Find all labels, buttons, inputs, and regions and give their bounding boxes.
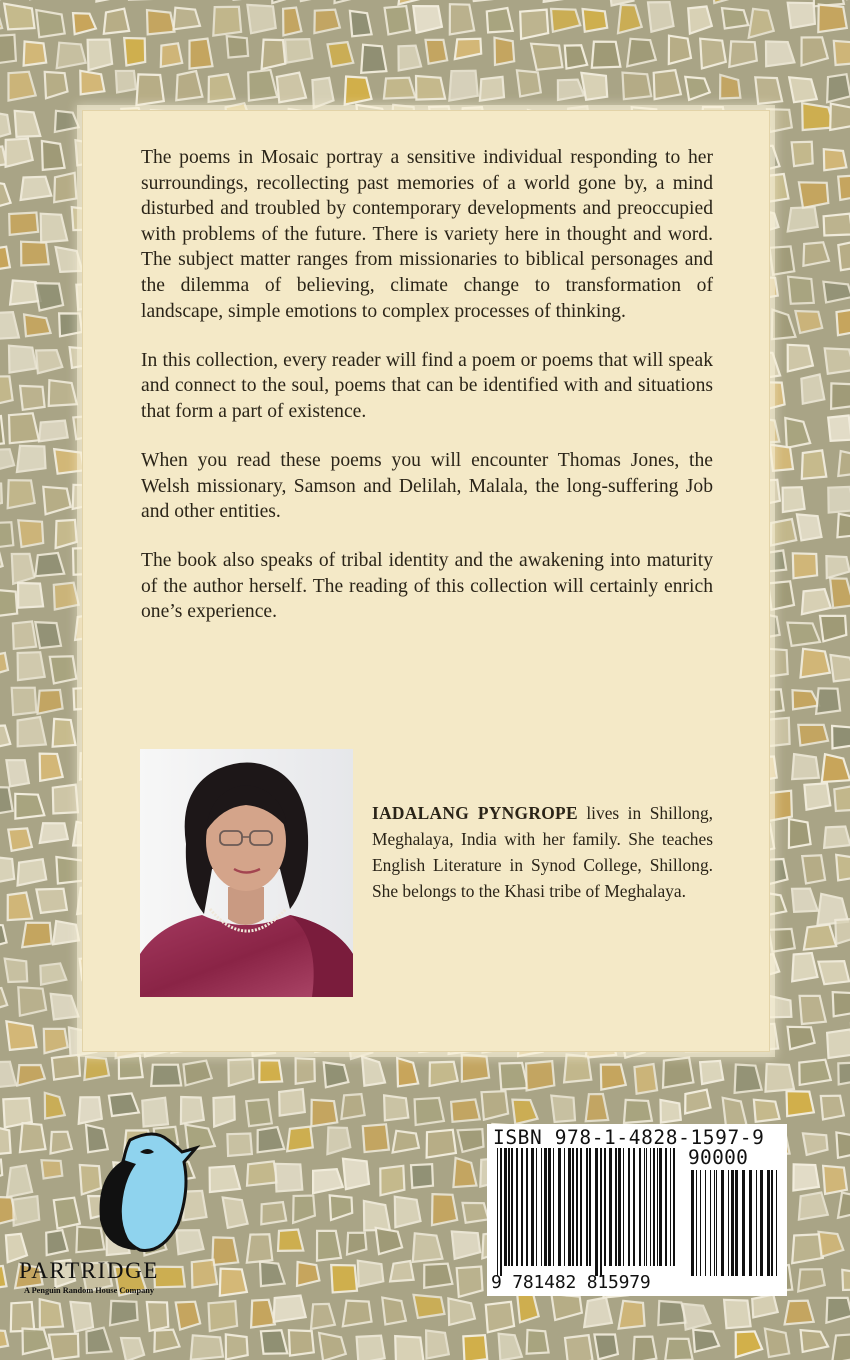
- isbn-barcode: [487, 1124, 787, 1296]
- author-name: IADALANG PYNGROPE: [372, 803, 578, 823]
- barcode-digits: 9 781482 815979: [491, 1272, 651, 1293]
- author-photo: [140, 749, 353, 997]
- barcode-addon-number: 90000: [688, 1146, 749, 1169]
- publisher-tagline: A Penguin Random House Company: [23, 1286, 154, 1295]
- blurb-panel: [82, 110, 770, 1052]
- publisher-name: PARTRIDGE: [19, 1258, 159, 1283]
- author-bio-text: lives in Shillong, Meghalaya, India with her family. She teaches English Literature in Synod College, Shillong. She belongs to the Khasi tribe of Meghalaya.: [372, 803, 713, 901]
- description-paragraph-3: When you read these poems you will encounter Thomas Jones, the Welsh missionary, Samson and Delilah, Malala, the long-suffering Job and other entities.: [141, 449, 713, 523]
- author-bio: [372, 800, 713, 904]
- isbn-label: ISBN 978-1-4828-1597-9: [493, 1126, 765, 1149]
- description-paragraph-1: The poems in Mosaic portray a sensitive individual responding to her surroundings, recollecting past memories of a world gone by, a mind disturbed and troubled by contemporary developments and preoccupied with problems of the future. There is variety here in thought and word. The subject matter ranges from missionaries to biblical personages and the dilemma of believing, climate change to transformation of landscape, simple emotions to complex processes of thinking.: [141, 147, 713, 322]
- book-description: [141, 145, 713, 649]
- description-paragraph-4: The book also speaks of tribal identity and the awakening into maturity of the author herself. The reading of this collection will certainly enrich one’s experience.: [141, 550, 713, 623]
- description-paragraph-2: In this collection, every reader will find a poem or poems that will speak and connect to the soul, poems that can be identified with and situations that form a part of existence.: [141, 349, 713, 422]
